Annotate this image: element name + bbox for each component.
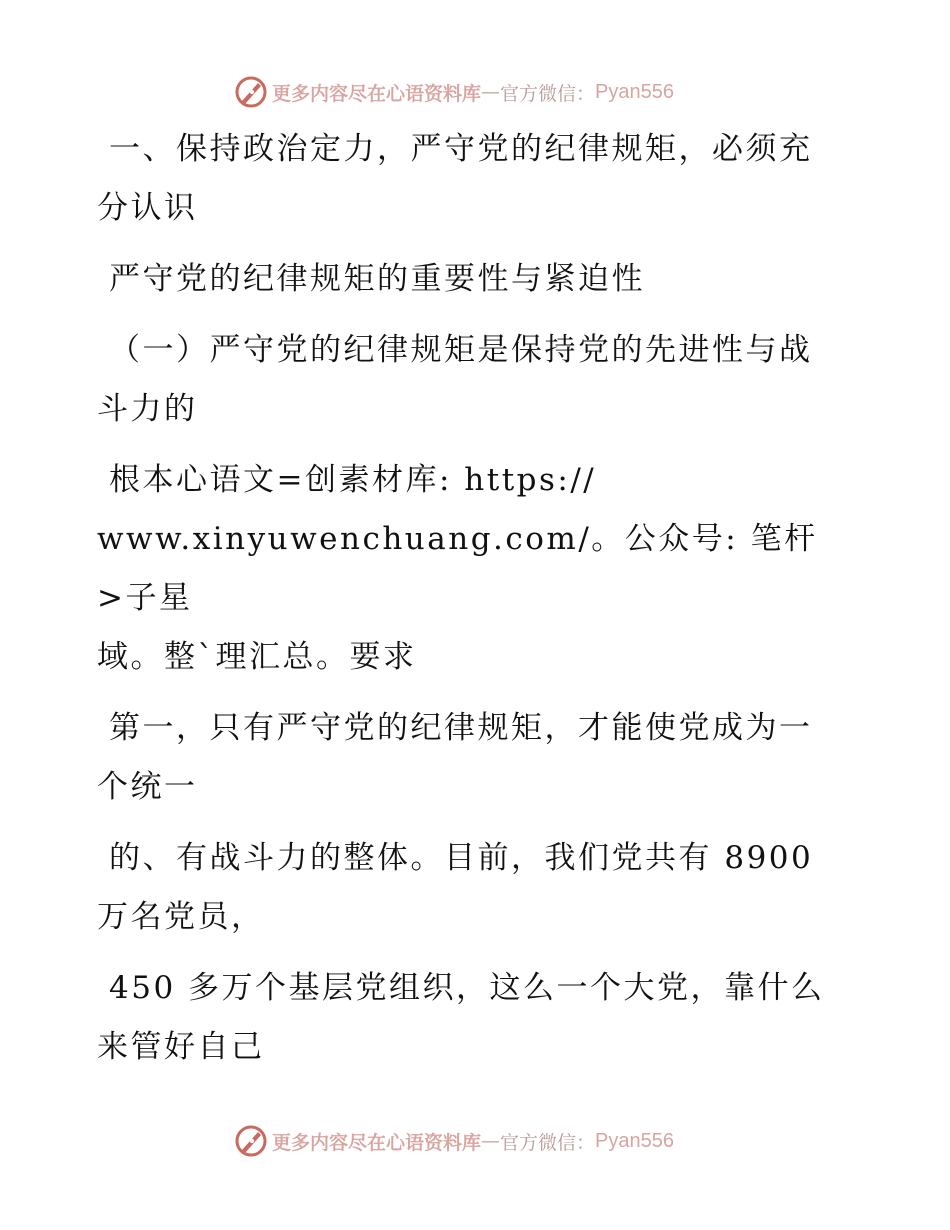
- pen-logo-icon: [234, 75, 268, 109]
- paragraph-6: [97, 829, 837, 947]
- paragraph-3: [97, 321, 837, 439]
- footer-dash: —: [481, 1130, 501, 1152]
- paragraph-line: 域。整`理汇总。要求: [97, 639, 417, 675]
- footer-watermark: [234, 1121, 674, 1161]
- paragraph-1: [97, 120, 837, 238]
- paragraph-4: [97, 451, 837, 687]
- paragraph-line: 第一，只有严守党的纪律规矩，才能使党成为一: [109, 710, 813, 746]
- paragraph-line: 分认识: [97, 190, 198, 226]
- paragraph-line: 严守党的纪律规矩的重要性与紧迫性: [109, 261, 645, 297]
- paragraph-line: 斗力的: [97, 391, 198, 427]
- paragraph-line: 来管好自己: [97, 1029, 265, 1065]
- paragraph-line: www.xinyuwenchuang.com/。公众号: 笔杆>子星: [97, 521, 818, 616]
- footer-official-label: 官方微信：: [500, 1131, 596, 1154]
- header-watermark: [234, 72, 674, 112]
- header-wechat-id: Pyan556: [595, 80, 674, 103]
- paragraph-line: 根本心语文=创素材库: https://: [109, 462, 597, 498]
- paragraph-5: [97, 699, 837, 817]
- paragraph-line: （一）严守党的纪律规矩是保持党的先进性与战: [109, 332, 813, 368]
- footer-wechat-id: Pyan556: [595, 1129, 674, 1152]
- document-body: [97, 120, 837, 1089]
- paragraph-7: [97, 959, 837, 1077]
- footer-brand-text: 更多内容尽在心语资料库: [272, 1131, 482, 1154]
- pen-logo-icon: [234, 1124, 268, 1158]
- paragraph-2: [97, 250, 837, 309]
- paragraph-line: 的、有战斗力的整体。目前，我们党共有 8900: [109, 840, 814, 876]
- paragraph-line: 450 多万个基层党组织，这么一个大党，靠什么: [109, 970, 825, 1006]
- header-brand-text: 更多内容尽在心语资料库: [272, 82, 482, 105]
- header-official-label: 官方微信：: [500, 82, 596, 105]
- paragraph-line: 一、保持政治定力，严守党的纪律规矩，必须充: [109, 131, 813, 167]
- header-dash: —: [481, 81, 501, 103]
- paragraph-line: 万名党员，: [97, 899, 265, 935]
- paragraph-line: 个统一: [97, 769, 198, 805]
